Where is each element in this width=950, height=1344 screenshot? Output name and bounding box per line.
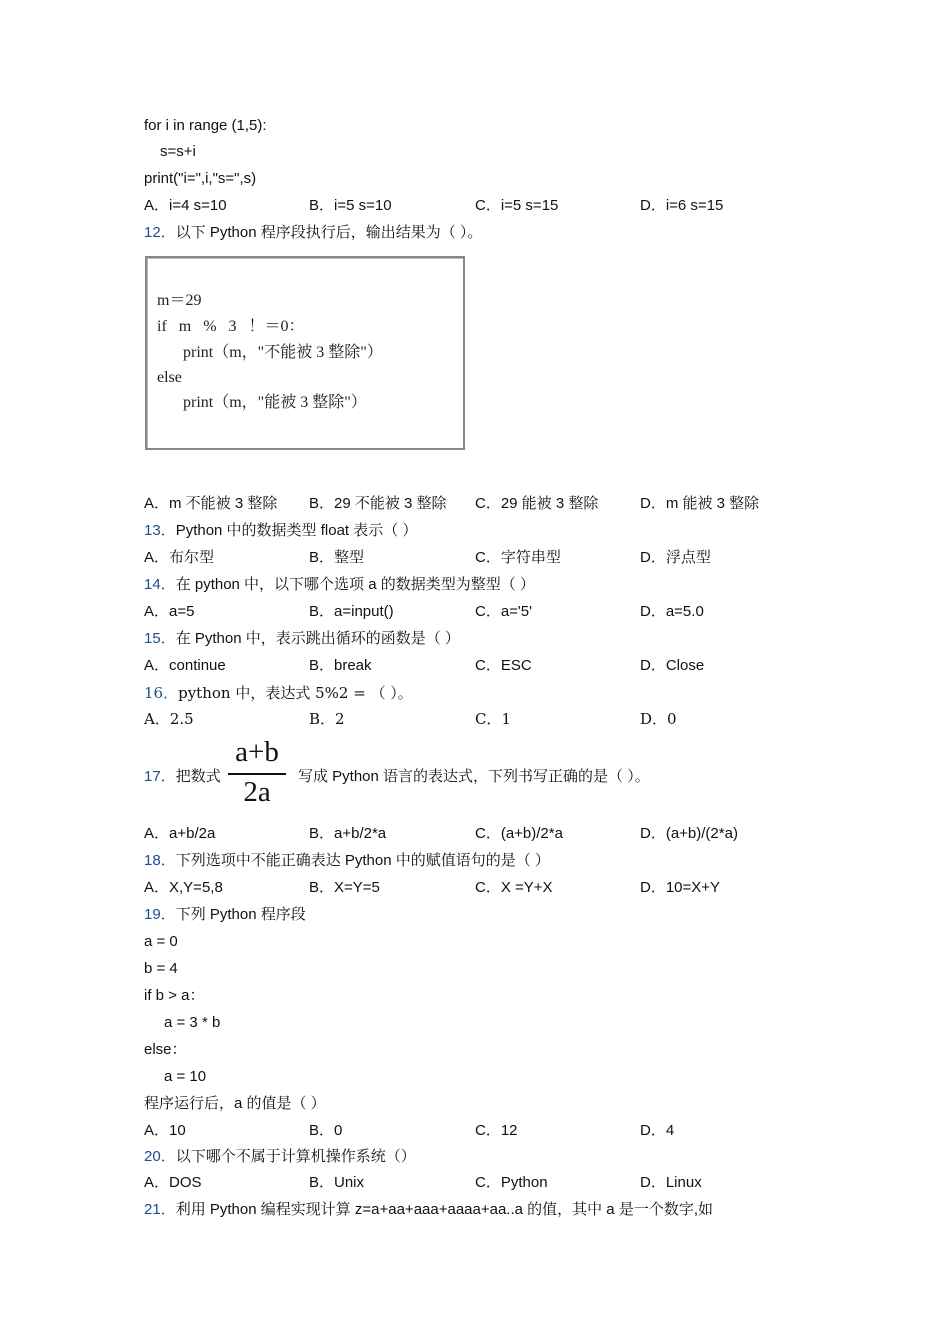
option-b[interactable]: B．i=5 s=10: [309, 197, 392, 214]
option-a[interactable]: A．a+b/2a: [144, 825, 216, 842]
question-text: 以下 Python 程序段执行后，输出结果为（ ）。: [175, 224, 483, 241]
option-b[interactable]: B．a=input(): [309, 603, 394, 620]
option-a[interactable]: A．DOS: [144, 1174, 202, 1191]
question-text: 在 python 中，以下哪个选项 a 的数据类型为整型（ ）: [175, 576, 535, 593]
q20-options: [144, 1173, 824, 1193]
option-a[interactable]: A．10: [144, 1122, 186, 1139]
question-15: [144, 629, 460, 649]
code-line: m＝29: [157, 292, 202, 309]
option-b[interactable]: B．0: [309, 1122, 343, 1139]
question-number: 13．: [144, 522, 176, 539]
option-b[interactable]: B．Unix: [309, 1174, 365, 1191]
option-c[interactable]: C．(a+b)/2*a: [475, 825, 563, 842]
option-c[interactable]: C．Python: [475, 1174, 548, 1191]
code-line: a = 0: [144, 933, 178, 950]
question-17-intro: [144, 767, 221, 787]
option-c[interactable]: C．X =Y+X: [475, 879, 553, 896]
question-number: 21．: [144, 1201, 176, 1218]
code-line: print("i=",i,"s=",s): [144, 170, 257, 187]
option-d[interactable]: D．a=5.0: [640, 603, 704, 620]
option-a[interactable]: A．2.5: [144, 710, 194, 728]
question-number: 17．: [144, 768, 176, 785]
code-line: b = 4: [144, 960, 178, 977]
option-d[interactable]: D．0: [640, 710, 677, 728]
question-18: [144, 851, 550, 871]
option-c[interactable]: C．1: [475, 710, 512, 728]
q18-options: [144, 878, 824, 898]
question-text: 以下哪个不属于计算机操作系统（）: [175, 1148, 416, 1165]
fraction-formula: [226, 736, 288, 808]
option-c[interactable]: C．i=5 s=15: [475, 197, 559, 214]
question-number: 19．: [144, 906, 176, 923]
option-c[interactable]: C．ESC: [475, 657, 532, 674]
question-21: [144, 1200, 713, 1220]
question-text: Python 中的数据类型 float 表示（ ）: [175, 522, 418, 539]
option-a[interactable]: A．continue: [144, 657, 226, 674]
option-d[interactable]: D．i=6 s=15: [640, 197, 724, 214]
question-text: 利用 Python 编程实现计算 z=a+aa+aaa+aaaa+aa..a 的值，其中 a 是一个数字,如: [175, 1201, 713, 1218]
option-d[interactable]: D．m 能被 3 整除: [640, 495, 760, 512]
option-b[interactable]: B．X=Y=5: [309, 879, 380, 896]
code-line: print（m，"不能被 3 整除"）: [183, 344, 383, 361]
option-a[interactable]: A．i=4 s=10: [144, 197, 227, 214]
option-d[interactable]: D．浮点型: [640, 549, 711, 566]
question-text: 把数式: [175, 768, 221, 785]
question-text: python 中，表达式 5%2 = （ ）。: [178, 684, 413, 702]
option-b[interactable]: B．2: [309, 710, 345, 728]
option-d[interactable]: D．4: [640, 1122, 675, 1139]
question-number: 12．: [144, 224, 176, 241]
q14-options: [144, 602, 824, 622]
question-text: 下列选项中不能正确表达 Python 中的赋值语句的是（ ）: [175, 852, 550, 869]
question-19-prompt: 程序运行后，a 的值是（ ）: [144, 1095, 326, 1112]
fraction-denominator: 2a: [243, 776, 271, 808]
code-line: else：: [144, 1041, 187, 1058]
question-20: [144, 1147, 416, 1167]
q12-options: [144, 494, 824, 514]
fraction-numerator: a+b: [235, 736, 279, 768]
question-text: 下列 Python 程序段: [175, 906, 306, 923]
code-line: else: [157, 369, 182, 386]
code-line: a = 3 * b: [164, 1014, 221, 1031]
option-d[interactable]: D．Close: [640, 657, 705, 674]
question-number: 16．: [144, 684, 179, 702]
option-b[interactable]: B．整型: [309, 549, 365, 566]
option-b[interactable]: B．29 不能被 3 整除: [309, 495, 447, 512]
code-line: for i in range (1,5):: [144, 117, 267, 134]
question-number: 15．: [144, 630, 176, 647]
option-a[interactable]: A．X,Y=5,8: [144, 879, 223, 896]
option-c[interactable]: C．a='5': [475, 603, 533, 620]
option-a[interactable]: A．布尔型: [144, 549, 215, 566]
q11-options: [144, 196, 824, 216]
question-12: [144, 223, 482, 243]
code-image-box: [145, 256, 465, 450]
option-c[interactable]: C．12: [475, 1122, 518, 1139]
question-16: [144, 683, 413, 703]
option-a[interactable]: A．a=5: [144, 603, 195, 620]
question-number: 20．: [144, 1148, 176, 1165]
code-line: print（m，"能被 3 整除"）: [183, 394, 367, 411]
option-a[interactable]: A．m 不能被 3 整除: [144, 495, 278, 512]
q19-options: [144, 1121, 824, 1141]
option-c[interactable]: C．29 能被 3 整除: [475, 495, 599, 512]
option-d[interactable]: D．10=X+Y: [640, 879, 721, 896]
question-14: [144, 575, 535, 595]
q16-options: [144, 709, 824, 729]
code-line: if b > a：: [144, 987, 205, 1004]
question-17-text: 写成 Python 语言的表达式，下列书写正确的是（ ）。: [298, 768, 650, 785]
code-line: a = 10: [164, 1068, 207, 1085]
fraction-bar: [228, 773, 286, 775]
option-d[interactable]: D．Linux: [640, 1174, 702, 1191]
question-19: [144, 905, 306, 925]
question-13: [144, 521, 417, 541]
q13-options: [144, 548, 824, 568]
q17-options: [144, 824, 824, 844]
option-c[interactable]: C．字符串型: [475, 549, 561, 566]
code-line: if m % 3 ！＝0：: [157, 318, 305, 335]
option-b[interactable]: B．break: [309, 657, 372, 674]
question-number: 14．: [144, 576, 176, 593]
question-text: 在 Python 中，表示跳出循环的函数是（ ）: [175, 630, 460, 647]
option-d[interactable]: D．(a+b)/(2*a): [640, 825, 738, 842]
option-b[interactable]: B．a+b/2*a: [309, 825, 387, 842]
question-number: 18．: [144, 852, 176, 869]
code-line: s=s+i: [160, 143, 196, 160]
q15-options: [144, 656, 824, 676]
